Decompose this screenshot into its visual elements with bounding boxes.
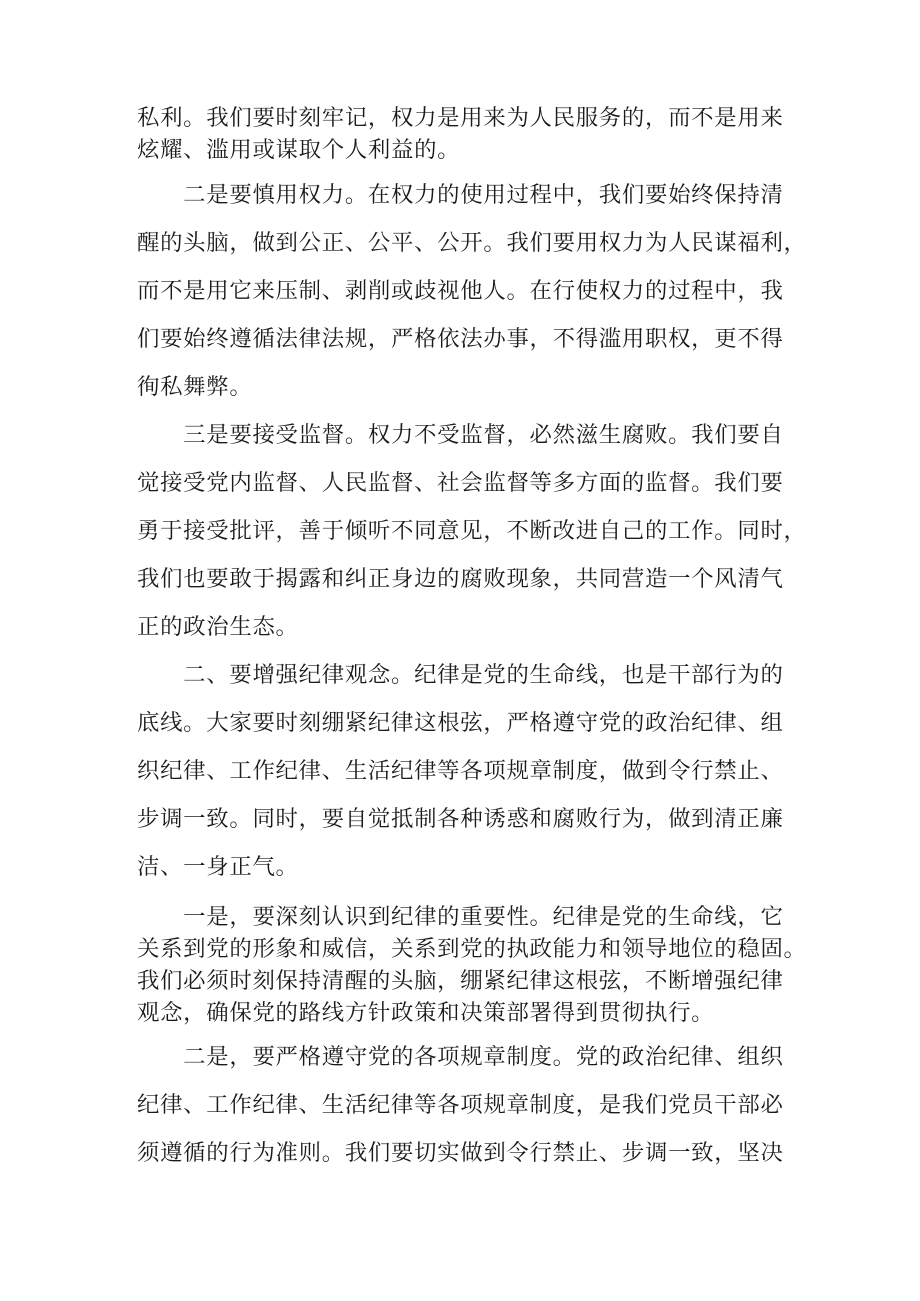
text-line: 醒的头脑，做到公正、公平、公开。我们要用权力为人民谋福利， bbox=[137, 230, 807, 256]
text-line: 勇于接受批评，善于倾听不同意见，不断改进自己的工作。同时， bbox=[137, 518, 807, 544]
text-line: 洁、一身正气。 bbox=[137, 854, 299, 880]
text-line: 正的政治生态。 bbox=[137, 614, 299, 640]
text-line: 一是，要深刻认识到纪律的重要性。纪律是党的生命线，它 bbox=[137, 904, 784, 930]
paragraph-5 bbox=[137, 901, 807, 1029]
text-line: 我们也要敢于揭露和纠正身边的腐败现象，共同营造一个风清气 bbox=[137, 566, 784, 592]
paragraph-6 bbox=[137, 1033, 797, 1177]
text-line: 我们必须时刻保持清醒的头脑，绷紧纪律这根弦，不断增强纪律 bbox=[137, 968, 784, 994]
text-line: 织纪律、工作纪律、生活纪律等各项规章制度，做到令行禁止、 bbox=[137, 758, 784, 784]
text-line: 纪律、工作纪律、生活纪律等各项规章制度，是我们党员干部必 bbox=[137, 1092, 784, 1118]
text-line: 关系到党的形象和威信，关系到党的执政能力和领导地位的稳固。 bbox=[137, 936, 807, 962]
text-line: 徇私舞弊。 bbox=[137, 374, 253, 400]
text-line: 二是要慎用权力。在权力的使用过程中，我们要始终保持清 bbox=[137, 182, 784, 208]
paragraph-2 bbox=[137, 171, 807, 411]
text-line: 们要始终遵循法律法规，严格依法办事，不得滥用职权，更不得 bbox=[137, 326, 784, 352]
paragraph-3 bbox=[137, 411, 807, 651]
text-line: 观念，确保党的路线方针政策和决策部署得到贯彻执行。 bbox=[137, 1000, 715, 1026]
text-line: 私利。我们要时刻牢记，权力是用来为人民服务的，而不是用来 bbox=[137, 105, 784, 131]
paragraph-1 bbox=[137, 102, 797, 166]
text-line: 二、要增强纪律观念。纪律是党的生命线，也是干部行为的 bbox=[137, 662, 784, 688]
paragraph-4 bbox=[137, 651, 797, 891]
text-line: 二是，要严格遵守党的各项规章制度。党的政治纪律、组织 bbox=[137, 1044, 784, 1070]
text-line: 炫耀、滥用或谋取个人利益的。 bbox=[137, 137, 461, 163]
text-line: 觉接受党内监督、人民监督、社会监督等多方面的监督。我们要 bbox=[137, 470, 784, 496]
text-line: 而不是用它来压制、剥削或歧视他人。在行使权力的过程中，我 bbox=[137, 278, 784, 304]
text-line: 须遵循的行为准则。我们要切实做到令行禁止、步调一致，坚决 bbox=[137, 1140, 784, 1166]
text-line: 步调一致。同时，要自觉抵制各种诱惑和腐败行为，做到清正廉 bbox=[137, 806, 784, 832]
text-line: 底线。大家要时刻绷紧纪律这根弦，严格遵守党的政治纪律、组 bbox=[137, 710, 784, 736]
text-line: 三是要接受监督。权力不受监督，必然滋生腐败。我们要自 bbox=[137, 422, 784, 448]
